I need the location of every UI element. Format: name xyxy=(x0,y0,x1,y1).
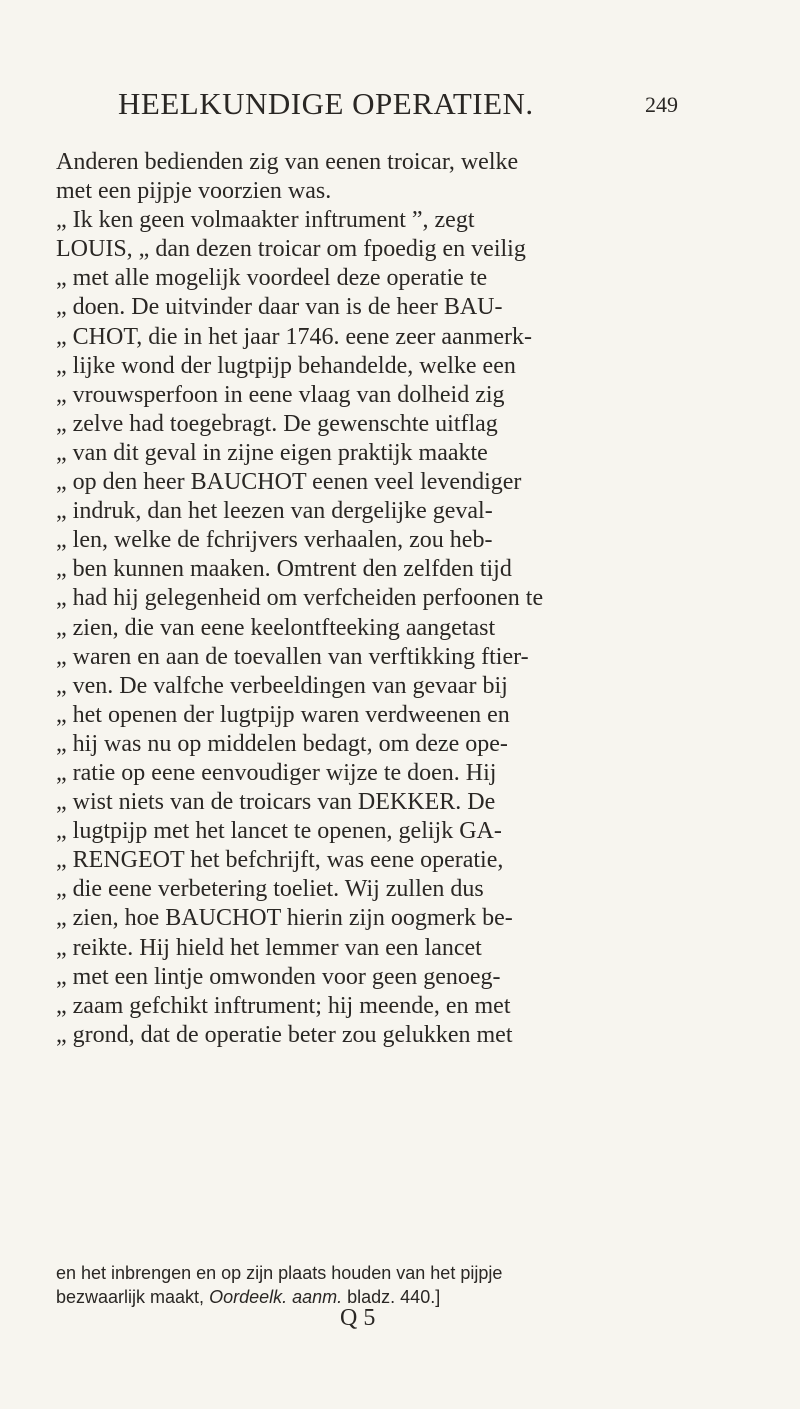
text-line: met een pijpje voorzien was. xyxy=(56,178,332,205)
text-line: Anderen bedienden zig van eenen troicar, welke xyxy=(56,149,519,175)
text-line: „ lugtpijp met het lancet te openen, gelijk GA- xyxy=(56,818,502,845)
text-line: „ Ik ken geen volmaakter inftrument ”, zegt xyxy=(56,207,475,234)
text-line: „ het openen der lugtpijp waren verdweenen en xyxy=(56,701,510,728)
text-line: „ zien, die van eene keelontfteeking aangetast xyxy=(56,614,496,641)
page-number: 249 xyxy=(645,92,678,117)
text-line: „ indruk, dan het leezen van dergelijke geval- xyxy=(56,498,493,525)
text-line: „ RENGEOT het befchrijft, was eene operatie, xyxy=(56,847,504,874)
text-line: „ lijke wond der lugtpijp behandelde, welke een xyxy=(56,352,516,379)
text-line: LOUIS, „ dan dezen troicar om fpoedig en veilig xyxy=(56,236,526,263)
text-line: „ met alle mogelijk voordeel deze operatie te xyxy=(56,265,488,292)
text-line: „ vrouwsperfoon in eene vlaag van dolheid zig xyxy=(56,381,505,408)
text-line: „ met een lintje omwonden voor geen genoeg- xyxy=(56,963,501,990)
footnote-line: bezwaarlijk maakt, Oordeelk. aanm. bladz. 440.] xyxy=(56,1287,441,1307)
signature-mark: Q 5 xyxy=(340,1305,376,1331)
text-line: „ zien, hoe BAUCHOT hierin zijn oogmerk be- xyxy=(56,905,513,932)
text-line: „ had hij gelegenheid om verfcheiden perfoonen te xyxy=(56,585,544,612)
running-title: HEELKUNDIGE OPERATIEN. xyxy=(118,86,534,121)
text-line: „ doen. De uitvinder daar van is de heer BAU- xyxy=(56,294,503,321)
running-header xyxy=(118,86,678,126)
text-line: „ wist niets van de troicars van DEKKER. De xyxy=(56,789,496,816)
text-line: „ zaam gefchikt inftrument; hij meende, en met xyxy=(56,992,511,1019)
text-line: „ ven. De valfche verbeeldingen van gevaar bij xyxy=(56,672,508,699)
body-text xyxy=(56,148,696,1050)
text-line: „ len, welke de fchrijvers verhaalen, zou heb- xyxy=(56,527,493,554)
text-line: „ zelve had toegebragt. De gewenschte uitflag xyxy=(56,410,498,437)
text-line: „ waren en aan de toevallen van verftikking ftier- xyxy=(56,643,529,670)
text-line: „ op den heer BAUCHOT eenen veel levendiger xyxy=(56,469,522,496)
text-line: „ die eene verbetering toeliet. Wij zullen dus xyxy=(56,876,484,903)
footnote-line: en het inbrengen en op zijn plaats houden van het pijpje xyxy=(56,1263,503,1283)
text-line: „ van dit geval in zijne eigen praktijk maakte xyxy=(56,439,488,466)
text-line: „ CHOT, die in het jaar 1746. eene zeer aanmerk- xyxy=(56,323,532,350)
text-line: „ hij was nu op middelen bedagt, om deze ope- xyxy=(56,730,508,757)
text-line: „ ratie op eene eenvoudiger wijze te doen. Hij xyxy=(56,759,497,786)
text-line: „ grond, dat de operatie beter zou gelukken met xyxy=(56,1021,513,1048)
footnote xyxy=(56,1261,696,1309)
text-line: „ ben kunnen maaken. Omtrent den zelfden tijd xyxy=(56,556,512,583)
text-line: „ reikte. Hij hield het lemmer van een lancet xyxy=(56,934,482,961)
